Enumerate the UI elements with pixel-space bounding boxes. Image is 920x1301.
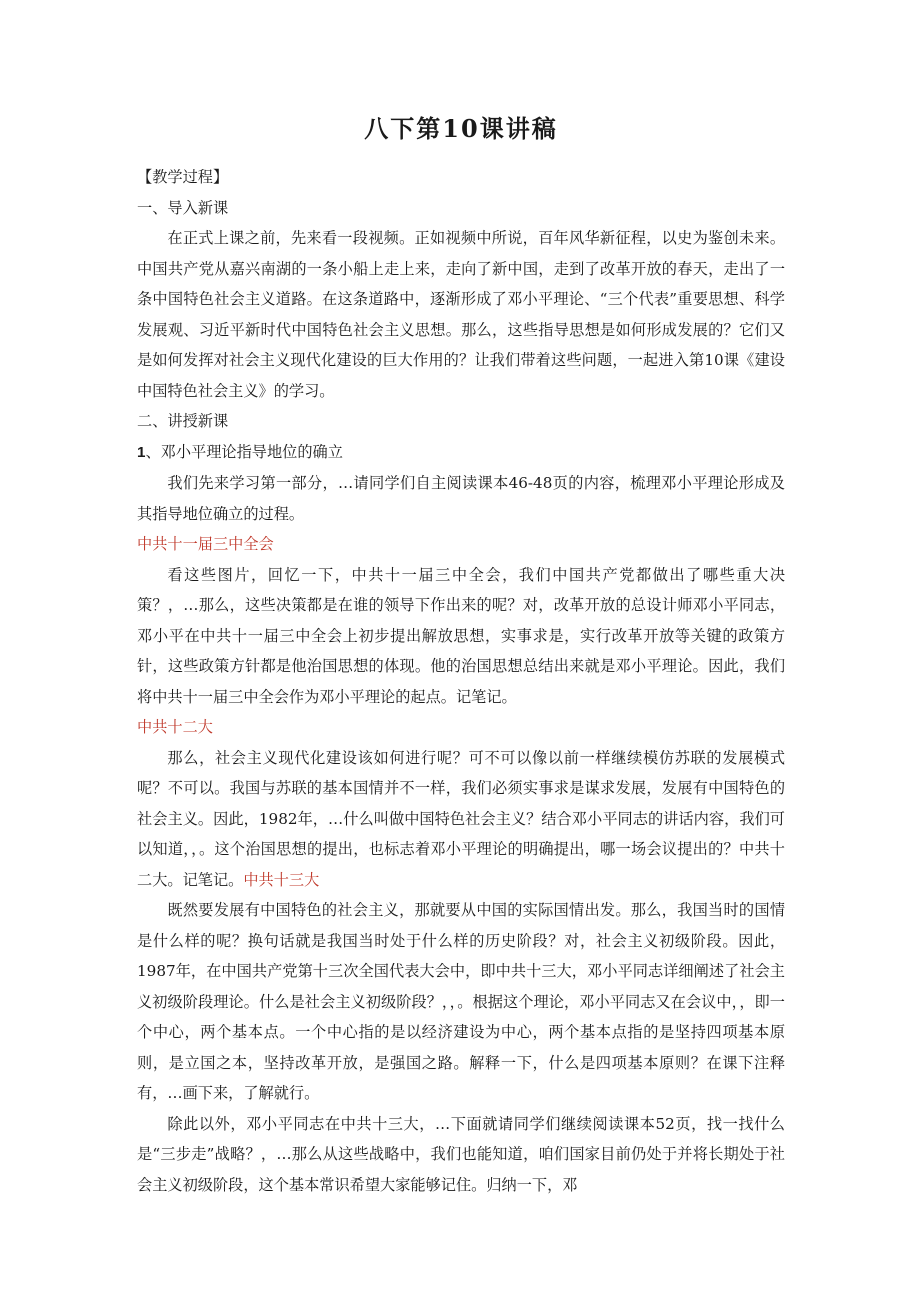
- label-13th-congress: 中共十三大: [243, 870, 320, 889]
- part1-heading: 一、导入新课: [137, 198, 229, 217]
- label-12th-congress: 中共十二大: [137, 718, 213, 736]
- subsection-1-heading: [137, 437, 785, 469]
- intro-paragraph: 在正式上课之前，先来看一段视频。正如视频中所说，百年风华新征程，以史为鉴创未来。中国共产党从嘉兴南湖的一条小船上走上来，走向了新中国，走到了改革开放的春天，走出了一条中国特色社会主义道路。在这条道路中，逐渐形成了邓小平理论、“三个代表”重要思想、科学发展观、习近平新时代中国特色社会主义思想。那么，这些指导思想是如何形成发展的？它们又是如何发挥对社会主义现代化建设的巨大作用的？让我们带着这些问题，一起进入第10课《建设中国特色社会主义》的学习。: [137, 229, 785, 400]
- paragraph-12th-congress: [137, 743, 785, 896]
- subsection-1-number: 1: [137, 443, 146, 461]
- document-title: 八下第10课讲稿: [364, 114, 558, 143]
- document-page: [137, 112, 785, 1200]
- paragraph-12th-congress-text: 那么，社会主义现代化建设该如何进行呢？可不可以像以前一样继续模仿苏联的发展模式呢？不可以。我国与苏联的基本国情并不一样，我们必须实事求是谋求发展，发展有中国特色的社会主义。因此，1982年，…什么叫做中国特色社会主义？结合邓小平同志的讲话内容，我们可以知道，，。这个治国思想的提出，也标志着邓小平理论的明确提出，哪一场会议提出的？中共十二大。记笔记。: [137, 748, 785, 889]
- paragraph-three-steps: 除此以外，邓小平同志在中共十三大，…下面就请同学们继续阅读课本52页，找一找什么是“三步走”战略？，…那么从这些战略中，我们也能知道，咱们国家目前仍处于并将长期处于社会主义初级阶段，这个基本常识希望大家能够记住。归纳一下，邓: [137, 1114, 785, 1194]
- subsection-1-paragraph: 我们先来学习第一部分，…请同学们自主阅读课本46-48页的内容，梳理邓小平理论形成及其指导地位确立的过程。: [137, 474, 785, 523]
- paragraph-13th-congress: 既然要发展有中国特色的社会主义，那就要从中国的实际国情出发。那么，我国当时的国情是什么样的呢？换句话就是我国当时处于什么样的历史阶段？对，社会主义初级阶段。因此，1987年，在中国共产党第十三次全国代表大会中，即中共十三大，邓小平同志详细阐述了社会主义初级阶段理论。什么是社会主义初级阶段？，，。根据这个理论，邓小平同志又在会议中，，即一个中心，两个基本点。一个中心指的是以经济建设为中心，两个基本点指的是坚持四项基本原则，是立国之本，坚持改革开放，是强国之路。解释一下，什么是四项基本原则？在课下注释有，…画下来，了解就行。: [137, 901, 785, 1102]
- part2-heading: 二、讲授新课: [137, 412, 229, 430]
- subsection-1-title: 、邓小平理论指导地位的确立: [145, 442, 343, 461]
- section-bracket-heading: 【教学过程】: [137, 168, 229, 186]
- paragraph-third-plenum: 看这些图片，回忆一下，中共十一届三中全会，我们中国共产党都做出了哪些重大决策？，…那么，这些决策都是在谁的领导下作出来的呢？对，改革开放的总设计师邓小平同志，邓小平在中共十一届三中全会上初步提出解放思想，实事求是，实行改革开放等关键的政策方针，这些政策方针都是他治国思想的体现。他的治国思想总结出来就是邓小平理论。因此，我们将中共十一届三中全会作为邓小平理论的起点。记笔记。: [137, 565, 785, 706]
- label-third-plenum: 中共十一届三中全会: [137, 535, 274, 553]
